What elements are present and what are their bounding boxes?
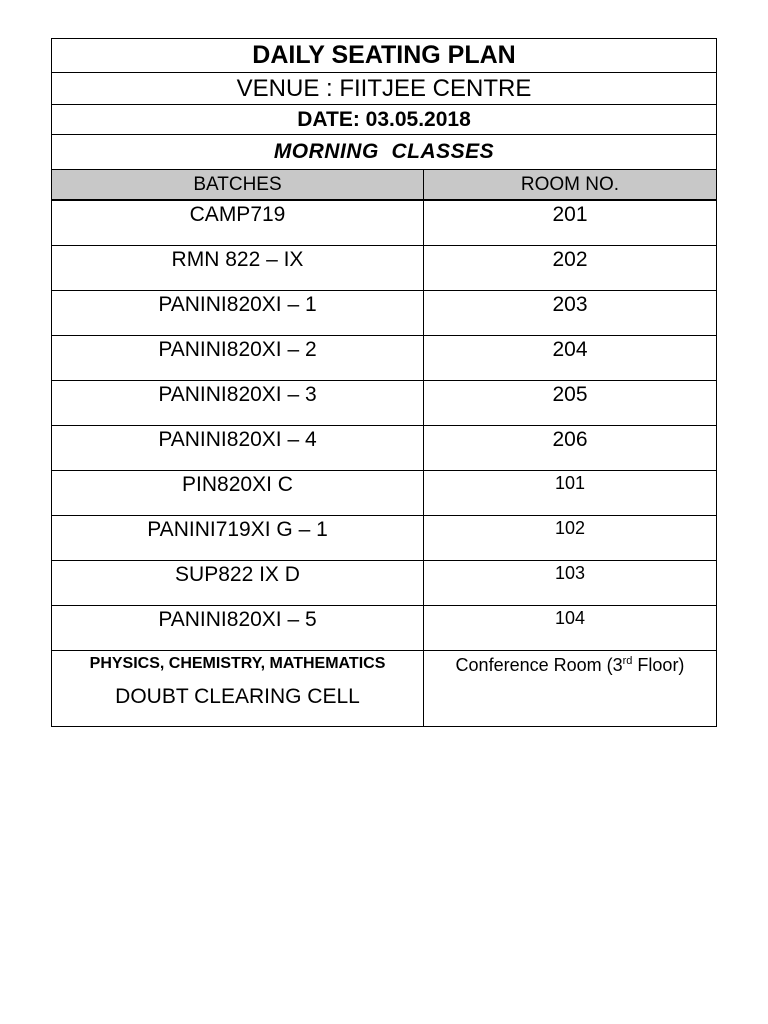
batch-cell: PANINI820XI – 4 [52, 426, 424, 471]
doubt-clearing-row [52, 651, 717, 727]
batch-cell: SUP822 IX D [52, 561, 424, 606]
room-cell: 204 [424, 336, 717, 381]
conference-room-label [424, 651, 716, 676]
batch-cell: PANINI820XI – 1 [52, 291, 424, 336]
doubt-cell-name: DOUBT CLEARING CELL [115, 685, 360, 708]
table-row [52, 291, 717, 336]
room-cell: 206 [424, 426, 717, 471]
table-row [52, 200, 717, 246]
room-cell: 102 [424, 516, 717, 561]
batch-cell: RMN 822 – IX [52, 246, 424, 291]
conference-room-cell [424, 651, 717, 727]
seating-plan-table [51, 38, 717, 727]
table-row [52, 516, 717, 561]
table-row [52, 606, 717, 651]
column-header-room: ROOM NO. [424, 170, 717, 201]
room-cell: 201 [424, 200, 717, 246]
batch-cell: PIN820XI C [52, 471, 424, 516]
batch-cell: CAMP719 [52, 200, 424, 246]
table-row [52, 471, 717, 516]
room-cell: 103 [424, 561, 717, 606]
room-cell: 205 [424, 381, 717, 426]
conference-room-suffix: Floor) [632, 655, 685, 675]
column-header-batches: BATCHES [52, 170, 424, 201]
session-label: MORNING CLASSES [273, 140, 495, 163]
floor-ordinal: rd [622, 655, 633, 667]
batch-cell: PANINI820XI – 2 [52, 336, 424, 381]
date-line: DATE: 03.05.2018 [52, 105, 717, 135]
batch-cell: PANINI719XI G – 1 [52, 516, 424, 561]
table-row [52, 381, 717, 426]
venue-line: VENUE : FIITJEE CENTRE [52, 73, 717, 105]
batch-cell: PANINI820XI – 3 [52, 381, 424, 426]
room-cell: 202 [424, 246, 717, 291]
batch-cell: PANINI820XI – 5 [52, 606, 424, 651]
table-row [52, 561, 717, 606]
plan-title: DAILY SEATING PLAN [52, 39, 717, 73]
table-row [52, 426, 717, 471]
room-cell: 104 [424, 606, 717, 651]
conference-room-prefix: Conference Room (3 [455, 655, 623, 675]
table-row [52, 336, 717, 381]
subjects-label: PHYSICS, CHEMISTRY, MATHEMATICS [89, 655, 386, 672]
seating-plan-sheet [51, 38, 716, 727]
room-cell: 101 [424, 471, 717, 516]
table-row [52, 246, 717, 291]
session-heading [52, 135, 717, 170]
room-cell: 203 [424, 291, 717, 336]
doubt-clearing-cell [52, 651, 424, 727]
